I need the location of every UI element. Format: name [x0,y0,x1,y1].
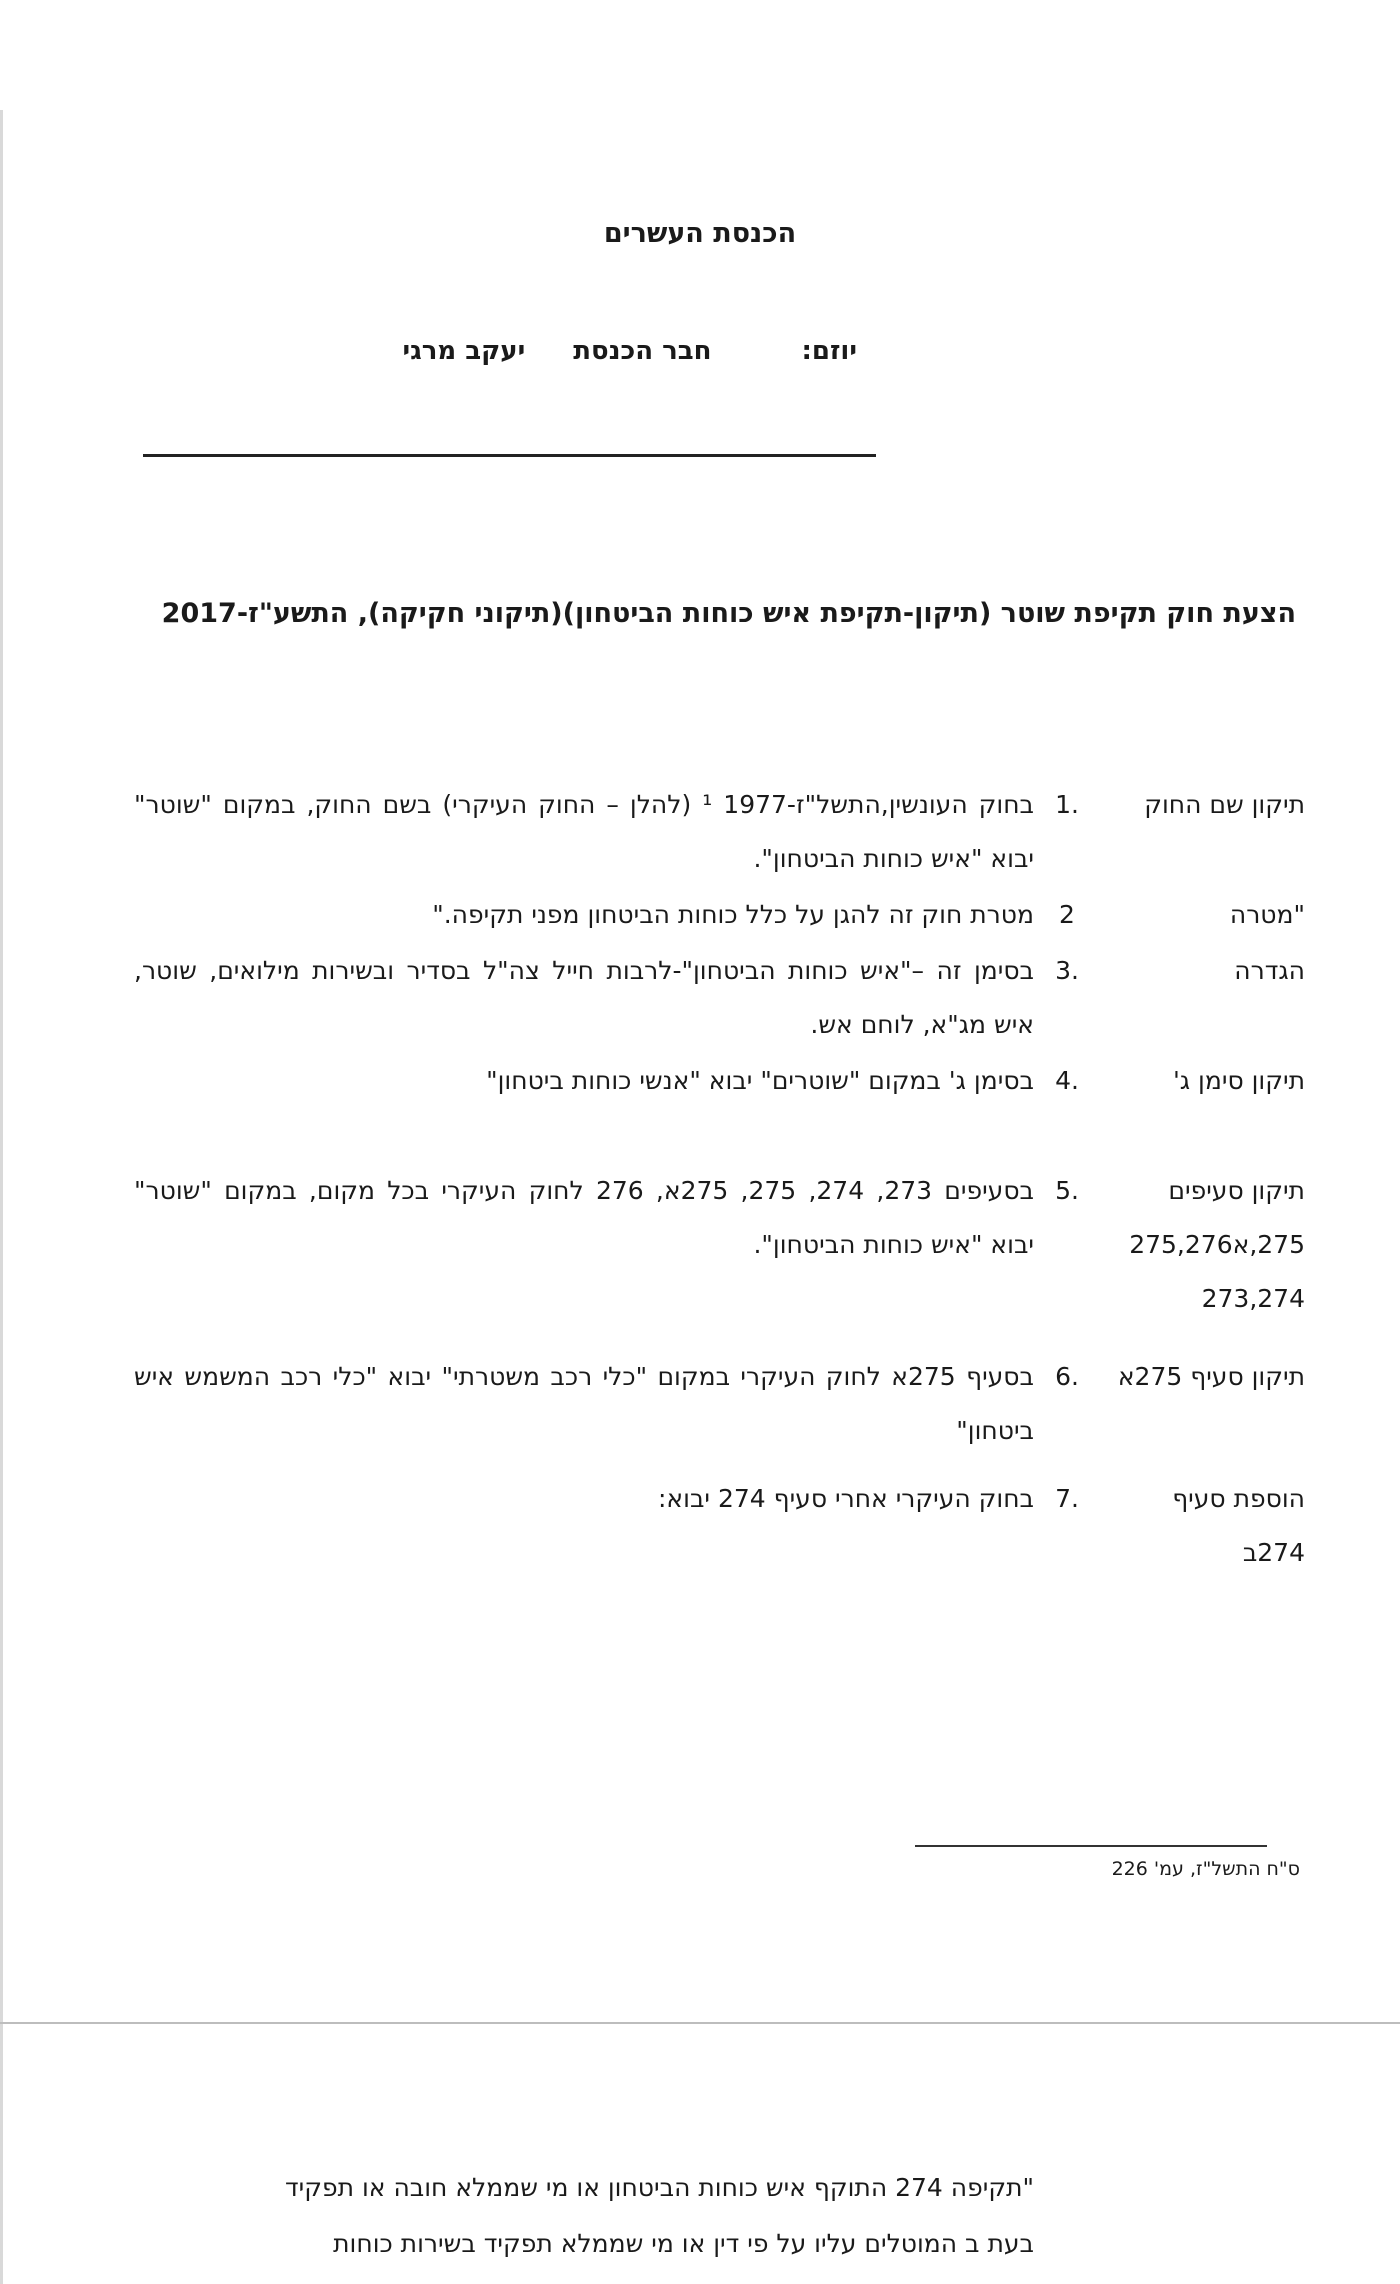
section-7-text: בחוק העיקרי אחרי סעיף 274 יבוא: [658,1484,1034,1513]
section-4-number: 4. [1055,1066,1079,1095]
page2-line-1: "תקיפה 274 התוקף איש כוחות הביטחון או מי שממלא חובה או תפקיד [285,2173,1034,2202]
page-left-border [0,110,3,2284]
section-4-text: בסימן ג' במקום "שוטרים" יבוא "אנשי כוחות ביטחון" [486,1066,1034,1095]
section-7-label: הוספת סעיף 274ב [1172,1484,1305,1567]
initiator-line [403,336,858,366]
section-5-number: 5. [1055,1176,1079,1205]
header-divider [143,454,876,457]
section-4-label: תיקון סימן ג' [1172,1066,1305,1095]
initiator-role: חבר הכנסת [573,336,712,366]
section-6-text: בסעיף 275א לחוק העיקרי במקום "כלי רכב משטרתי" יבוא "כלי רכב המשמש איש ביטחון" [134,1362,1034,1445]
footnote: ס"ח התשל"ז, עמ' 226 [1111,1858,1300,1880]
section-2-text: מטרת חוק זה להגן על כלל כוחות הביטחון מפני תקיפה." [432,900,1034,929]
section-3-number: 3. [1055,956,1079,985]
page2-line-2: בעת ב המוטלים עליו על פי דין או מי שממלא תפקיד בשירות כוחות [333,2229,1034,2258]
footnote-divider [915,1845,1267,1847]
section-3-text: בסימן זה –"איש כוחות הביטחון"-לרבות חייל צה"ל בסדיר ובשירות מילואים, שוטר, איש מג"א, לוחם אש. [134,956,1034,1039]
section-2-number: 2 [1059,900,1075,929]
section-1-number: 1. [1055,790,1079,819]
section-5-label: תיקון סעיפים 275,א275,276 273,274 [1129,1176,1305,1313]
initiator-label: יוזם: [801,336,857,366]
section-6-label: תיקון סעיף 275א [1117,1362,1305,1391]
section-5-text: בסעיפים 273, 274, 275, 275א, 276 לחוק העיקרי בכל מקום, במקום "שוטר" יבוא "איש כוחות הביטחון". [134,1176,1034,1259]
initiator-name: יעקב מרגי [402,336,526,366]
page-break [0,2022,1400,2024]
section-1-label: תיקון שם החוק [1144,790,1305,819]
section-7-number: 7. [1055,1484,1079,1513]
section-3-label: הגדרה [1234,956,1305,985]
section-1-text: בחוק העונשין,התשל"ז-1977 ¹ (להלן – החוק העיקרי) בשם החוק, במקום "שוטר" יבוא "איש כוחות הביטחון". [134,790,1034,873]
bill-title: הצעת חוק תקיפת שוטר (תיקון-תקיפת איש כוחות הביטחון)(תיקוני חקיקה), התשע"ז-2017 [161,598,1296,629]
document-header-knesset: הכנסת העשרים [603,218,797,249]
section-6-number: 6. [1055,1362,1079,1391]
section-2-label: "מטרה [1229,900,1305,929]
